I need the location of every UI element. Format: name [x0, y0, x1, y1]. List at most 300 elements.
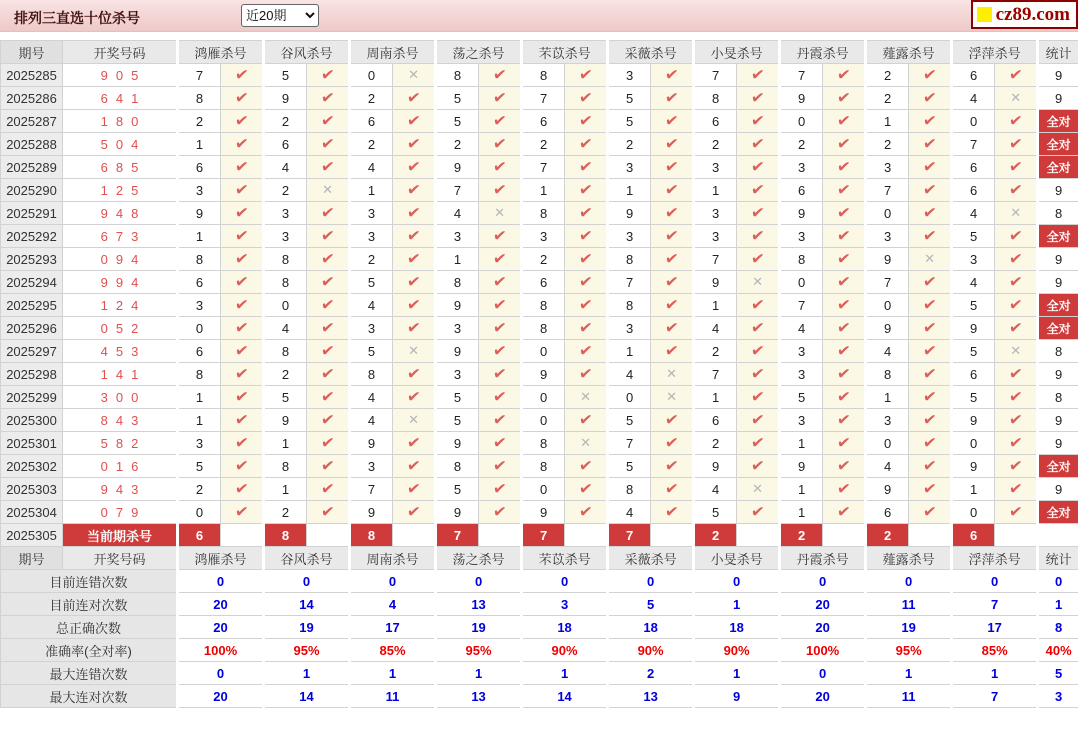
check-icon: ✔ — [491, 411, 508, 430]
check-icon: ✔ — [577, 250, 594, 269]
check-icon: ✔ — [319, 158, 336, 177]
check-icon: ✔ — [663, 273, 680, 292]
mark-cell — [823, 386, 866, 409]
stat-column-header: 统计 — [1038, 41, 1078, 64]
kill-number-cell: 7 — [350, 478, 393, 501]
kill-number-cell: 1 — [608, 179, 651, 202]
mark-cell — [221, 317, 264, 340]
period-cell: 2025288 — [1, 133, 63, 156]
mark-cell — [307, 432, 350, 455]
cross-icon: ✕ — [494, 205, 505, 220]
mark-cell — [479, 133, 522, 156]
mark-cell — [737, 271, 780, 294]
kill-number-cell: 6 — [780, 179, 823, 202]
stats-total-cell: 0 — [1038, 570, 1078, 593]
mark-cell — [823, 409, 866, 432]
stats-row-label: 目前连对次数 — [1, 593, 178, 616]
mark-cell — [651, 340, 694, 363]
kill-number-cell: 7 — [178, 64, 221, 87]
check-icon: ✔ — [1008, 158, 1024, 177]
check-icon: ✔ — [319, 434, 336, 453]
check-icon: ✔ — [405, 388, 422, 407]
kill-number-cell: 7 — [608, 271, 651, 294]
mark-cell — [307, 64, 350, 87]
check-icon: ✔ — [491, 227, 508, 246]
stats-row-label: 总正确次数 — [1, 616, 178, 639]
current-kill-number: 8 — [350, 524, 393, 547]
stats-value-cell: 0 — [608, 570, 694, 593]
check-icon: ✔ — [491, 158, 508, 177]
mark-cell — [995, 248, 1038, 271]
kill-number-cell: 9 — [952, 455, 995, 478]
mark-cell — [393, 225, 436, 248]
check-icon: ✔ — [749, 434, 766, 453]
draw-numbers-cell: 453 — [63, 340, 178, 363]
check-icon: ✔ — [836, 273, 852, 292]
kill-number-cell: 0 — [522, 409, 565, 432]
stats-value-cell: 100% — [780, 639, 866, 662]
stats-value-cell: 5 — [608, 593, 694, 616]
check-icon: ✔ — [491, 503, 508, 522]
mark-cell — [823, 225, 866, 248]
mark-cell — [393, 87, 436, 110]
draw-numbers-cell: 994 — [63, 271, 178, 294]
check-icon: ✔ — [749, 411, 766, 430]
current-blank-cell — [651, 524, 694, 547]
check-icon: ✔ — [836, 158, 852, 177]
mark-cell — [995, 363, 1038, 386]
period-cell: 2025303 — [1, 478, 63, 501]
check-icon: ✔ — [1008, 411, 1024, 430]
expert-column-header: 周南杀号 — [350, 547, 436, 570]
stats-value-cell: 14 — [522, 685, 608, 708]
mark-cell — [823, 455, 866, 478]
kill-number-cell: 4 — [694, 478, 737, 501]
check-icon: ✔ — [319, 273, 336, 292]
cross-icon: ✕ — [408, 67, 419, 82]
mark-cell — [909, 248, 952, 271]
header-row — [1, 41, 1078, 64]
kill-number-cell: 4 — [952, 271, 995, 294]
stat-column-header: 统计 — [1038, 547, 1078, 570]
period-cell: 2025293 — [1, 248, 63, 271]
stats-value-cell: 3 — [522, 593, 608, 616]
kill-number-table — [0, 40, 1078, 708]
mark-cell — [307, 87, 350, 110]
mark-cell — [823, 64, 866, 87]
mark-cell — [651, 478, 694, 501]
kill-number-cell: 5 — [436, 87, 479, 110]
stats-value-cell: 0 — [780, 570, 866, 593]
stat-cell: 9 — [1038, 363, 1078, 386]
mark-cell — [909, 386, 952, 409]
stats-value-cell: 14 — [264, 685, 350, 708]
mark-cell — [565, 110, 608, 133]
mark-cell — [565, 179, 608, 202]
check-icon: ✔ — [233, 204, 250, 223]
mark-cell — [479, 478, 522, 501]
kill-number-cell: 2 — [694, 133, 737, 156]
stats-value-cell: 95% — [866, 639, 952, 662]
mark-cell — [995, 340, 1038, 363]
check-icon: ✔ — [922, 388, 938, 407]
kill-number-cell: 3 — [350, 225, 393, 248]
mark-cell — [221, 248, 264, 271]
check-icon: ✔ — [922, 273, 938, 292]
range-select[interactable] — [241, 4, 319, 27]
kill-number-cell: 6 — [178, 340, 221, 363]
kill-number-cell: 9 — [436, 156, 479, 179]
stat-cell: 全对 — [1038, 225, 1078, 248]
expert-column-header: 采薇杀号 — [608, 41, 694, 64]
draw-numbers-cell: 125 — [63, 179, 178, 202]
current-blank-cell — [393, 524, 436, 547]
check-icon: ✔ — [491, 365, 508, 384]
mark-cell — [995, 133, 1038, 156]
expert-column-header: 浮萍杀号 — [952, 547, 1038, 570]
stats-total-cell: 5 — [1038, 662, 1078, 685]
mark-cell — [479, 64, 522, 87]
stat-cell: 全对 — [1038, 110, 1078, 133]
mark-cell — [565, 455, 608, 478]
stat-cell: 9 — [1038, 179, 1078, 202]
mark-cell — [737, 248, 780, 271]
kill-number-cell: 1 — [178, 225, 221, 248]
check-icon: ✔ — [1008, 457, 1024, 476]
kill-number-cell: 2 — [694, 340, 737, 363]
mark-cell — [909, 478, 952, 501]
stats-value-cell: 20 — [178, 685, 264, 708]
kill-number-cell: 4 — [350, 156, 393, 179]
draw-numbers-cell: 843 — [63, 409, 178, 432]
stats-row-label: 最大连错次数 — [1, 662, 178, 685]
check-icon: ✔ — [405, 158, 422, 177]
check-icon: ✔ — [922, 204, 938, 223]
mark-cell — [909, 409, 952, 432]
kill-number-cell: 1 — [608, 340, 651, 363]
mark-cell — [909, 432, 952, 455]
stats-value-cell: 1 — [694, 662, 780, 685]
mark-cell — [393, 179, 436, 202]
kill-number-cell: 1 — [694, 294, 737, 317]
kill-number-cell: 8 — [522, 317, 565, 340]
mark-cell — [479, 225, 522, 248]
stats-value-cell: 0 — [264, 570, 350, 593]
kill-number-cell: 3 — [178, 432, 221, 455]
period-cell: 2025285 — [1, 64, 63, 87]
kill-number-cell: 8 — [608, 248, 651, 271]
check-icon: ✔ — [319, 227, 336, 246]
mark-cell — [393, 202, 436, 225]
stats-total-cell: 8 — [1038, 616, 1078, 639]
check-icon: ✔ — [405, 135, 422, 154]
kill-number-cell: 5 — [350, 271, 393, 294]
mark-cell — [737, 501, 780, 524]
kill-number-cell: 8 — [264, 271, 307, 294]
kill-number-cell: 4 — [350, 294, 393, 317]
mark-cell — [737, 478, 780, 501]
table-row — [1, 501, 1078, 524]
kill-number-cell: 2 — [264, 363, 307, 386]
stats-value-cell: 17 — [350, 616, 436, 639]
check-icon: ✔ — [922, 158, 938, 177]
stats-value-cell: 0 — [436, 570, 522, 593]
kill-number-cell: 6 — [522, 110, 565, 133]
stats-value-cell: 4 — [350, 593, 436, 616]
period-cell: 2025305 — [1, 524, 63, 547]
period-cell: 2025295 — [1, 294, 63, 317]
draw-numbers-cell: 094 — [63, 248, 178, 271]
check-icon: ✔ — [405, 181, 422, 200]
check-icon: ✔ — [319, 411, 336, 430]
check-icon: ✔ — [836, 480, 852, 499]
kill-number-cell: 1 — [694, 179, 737, 202]
kill-number-cell: 6 — [694, 110, 737, 133]
kill-number-cell: 8 — [436, 64, 479, 87]
mark-cell — [565, 133, 608, 156]
mark-cell — [651, 409, 694, 432]
period-cell: 2025291 — [1, 202, 63, 225]
check-icon: ✔ — [233, 112, 250, 131]
check-icon: ✔ — [233, 411, 250, 430]
mark-cell — [995, 386, 1038, 409]
current-blank-cell — [565, 524, 608, 547]
kill-number-cell: 8 — [694, 87, 737, 110]
mark-cell — [823, 202, 866, 225]
check-icon: ✔ — [663, 319, 680, 338]
check-icon: ✔ — [233, 434, 250, 453]
kill-number-cell: 8 — [780, 248, 823, 271]
table-row — [1, 294, 1078, 317]
expert-column-header: 小旻杀号 — [694, 41, 780, 64]
check-icon: ✔ — [405, 204, 422, 223]
stat-cell: 9 — [1038, 409, 1078, 432]
mark-cell — [479, 501, 522, 524]
stats-row — [1, 662, 1078, 685]
mark-cell — [565, 156, 608, 179]
mark-cell — [479, 294, 522, 317]
kill-number-cell: 6 — [866, 501, 909, 524]
kill-number-cell: 2 — [522, 248, 565, 271]
check-icon: ✔ — [836, 135, 852, 154]
kill-number-cell: 9 — [780, 87, 823, 110]
header-row — [1, 547, 1078, 570]
kill-number-cell: 5 — [608, 455, 651, 478]
mark-cell — [651, 386, 694, 409]
check-icon: ✔ — [577, 227, 594, 246]
kill-number-cell: 9 — [608, 202, 651, 225]
check-icon: ✔ — [1008, 388, 1024, 407]
mark-cell — [479, 432, 522, 455]
check-icon: ✔ — [319, 66, 336, 85]
kill-number-cell: 5 — [264, 386, 307, 409]
check-icon: ✔ — [319, 135, 336, 154]
cross-icon: ✕ — [1010, 90, 1022, 105]
kill-number-cell: 3 — [866, 156, 909, 179]
kill-number-cell: 7 — [436, 179, 479, 202]
mark-cell — [823, 87, 866, 110]
mark-cell — [479, 386, 522, 409]
kill-number-cell: 7 — [694, 248, 737, 271]
check-icon: ✔ — [749, 204, 766, 223]
mark-cell — [307, 179, 350, 202]
kill-number-cell: 8 — [866, 363, 909, 386]
period-cell: 2025286 — [1, 87, 63, 110]
mark-cell — [823, 478, 866, 501]
stats-value-cell: 13 — [436, 685, 522, 708]
check-icon: ✔ — [491, 296, 508, 315]
check-icon: ✔ — [922, 434, 938, 453]
check-icon: ✔ — [319, 319, 336, 338]
stats-value-cell: 11 — [350, 685, 436, 708]
mark-cell — [307, 386, 350, 409]
kill-number-cell: 1 — [780, 478, 823, 501]
kill-number-cell: 8 — [264, 248, 307, 271]
site-logo[interactable] — [971, 0, 1078, 29]
cross-icon: ✕ — [580, 389, 592, 404]
mark-cell — [565, 202, 608, 225]
check-icon: ✔ — [233, 365, 250, 384]
mark-cell — [479, 248, 522, 271]
table-row — [1, 340, 1078, 363]
kill-number-cell: 9 — [264, 409, 307, 432]
check-icon: ✔ — [663, 296, 680, 315]
kill-number-cell: 2 — [866, 64, 909, 87]
mark-cell — [651, 156, 694, 179]
stats-value-cell: 13 — [608, 685, 694, 708]
kill-number-cell: 0 — [178, 317, 221, 340]
period-cell: 2025301 — [1, 432, 63, 455]
period-cell: 2025300 — [1, 409, 63, 432]
stats-value-cell: 1 — [866, 662, 952, 685]
kill-number-cell: 9 — [694, 271, 737, 294]
period-cell: 2025292 — [1, 225, 63, 248]
stats-value-cell: 20 — [178, 593, 264, 616]
stats-value-cell: 17 — [952, 616, 1038, 639]
check-icon: ✔ — [1008, 227, 1024, 246]
kill-number-cell: 3 — [350, 202, 393, 225]
kill-number-cell: 9 — [178, 202, 221, 225]
mark-cell — [651, 455, 694, 478]
mark-cell — [565, 317, 608, 340]
check-icon: ✔ — [233, 227, 250, 246]
check-icon: ✔ — [405, 365, 422, 384]
table-row — [1, 386, 1078, 409]
kill-number-cell: 3 — [608, 64, 651, 87]
kill-number-cell: 0 — [522, 478, 565, 501]
kill-number-cell: 6 — [350, 110, 393, 133]
mark-cell — [823, 363, 866, 386]
kill-number-cell: 8 — [522, 64, 565, 87]
check-icon: ✔ — [491, 434, 508, 453]
mark-cell — [651, 110, 694, 133]
check-icon: ✔ — [1008, 112, 1024, 131]
kill-number-cell: 7 — [522, 87, 565, 110]
kill-number-cell: 4 — [780, 317, 823, 340]
kill-number-cell: 3 — [780, 363, 823, 386]
kill-number-cell: 4 — [952, 87, 995, 110]
current-kill-number: 7 — [436, 524, 479, 547]
stat-cell: 全对 — [1038, 133, 1078, 156]
table-row — [1, 110, 1078, 133]
check-icon: ✔ — [663, 342, 680, 361]
kill-number-cell: 6 — [952, 64, 995, 87]
mark-cell — [909, 179, 952, 202]
mark-cell — [479, 110, 522, 133]
kill-number-cell: 1 — [694, 386, 737, 409]
stats-value-cell: 7 — [952, 685, 1038, 708]
kill-number-cell: 1 — [780, 432, 823, 455]
mark-cell — [307, 271, 350, 294]
check-icon: ✔ — [1008, 273, 1024, 292]
current-blank-cell — [995, 524, 1038, 547]
mark-cell — [221, 501, 264, 524]
kill-number-cell: 4 — [866, 340, 909, 363]
check-icon: ✔ — [836, 296, 852, 315]
period-column-header: 期号 — [1, 41, 63, 64]
check-icon: ✔ — [319, 342, 336, 361]
kill-number-cell: 6 — [952, 156, 995, 179]
kill-number-cell: 8 — [178, 87, 221, 110]
stats-value-cell: 0 — [694, 570, 780, 593]
mark-cell — [651, 248, 694, 271]
kill-number-cell: 9 — [350, 432, 393, 455]
mark-cell — [909, 64, 952, 87]
kill-number-cell: 9 — [866, 478, 909, 501]
expert-column-header: 芣苡杀号 — [522, 41, 608, 64]
mark-cell — [393, 340, 436, 363]
expert-column-header: 采薇杀号 — [608, 547, 694, 570]
check-icon: ✔ — [491, 181, 508, 200]
mark-cell — [823, 432, 866, 455]
stats-value-cell: 1 — [522, 662, 608, 685]
kill-number-cell: 7 — [522, 156, 565, 179]
expert-column-header: 丹霞杀号 — [780, 41, 866, 64]
mark-cell — [651, 294, 694, 317]
check-icon: ✔ — [319, 457, 336, 476]
mark-cell — [651, 133, 694, 156]
stats-row — [1, 570, 1078, 593]
expert-column-header: 薤露杀号 — [866, 547, 952, 570]
mark-cell — [995, 294, 1038, 317]
mark-cell — [737, 110, 780, 133]
expert-column-header: 荡之杀号 — [436, 547, 522, 570]
mark-cell — [221, 478, 264, 501]
kill-number-cell: 2 — [264, 179, 307, 202]
mark-cell — [307, 363, 350, 386]
mark-cell — [737, 156, 780, 179]
cross-icon: ✕ — [408, 412, 419, 427]
stats-total-cell: 1 — [1038, 593, 1078, 616]
check-icon: ✔ — [922, 112, 938, 131]
stats-value-cell: 2 — [608, 662, 694, 685]
mark-cell — [221, 409, 264, 432]
check-icon: ✔ — [1008, 503, 1024, 522]
stats-value-cell: 85% — [952, 639, 1038, 662]
kill-number-cell: 1 — [866, 110, 909, 133]
mark-cell — [651, 432, 694, 455]
kill-number-cell: 8 — [264, 455, 307, 478]
kill-number-cell: 4 — [436, 202, 479, 225]
mark-cell — [737, 363, 780, 386]
check-icon: ✔ — [319, 388, 336, 407]
draw-column-header: 开奖号码 — [63, 41, 178, 64]
expert-column-header: 丹霞杀号 — [780, 547, 866, 570]
expert-column-header: 谷风杀号 — [264, 547, 350, 570]
mark-cell — [737, 409, 780, 432]
mark-cell — [823, 156, 866, 179]
kill-number-cell: 2 — [178, 478, 221, 501]
